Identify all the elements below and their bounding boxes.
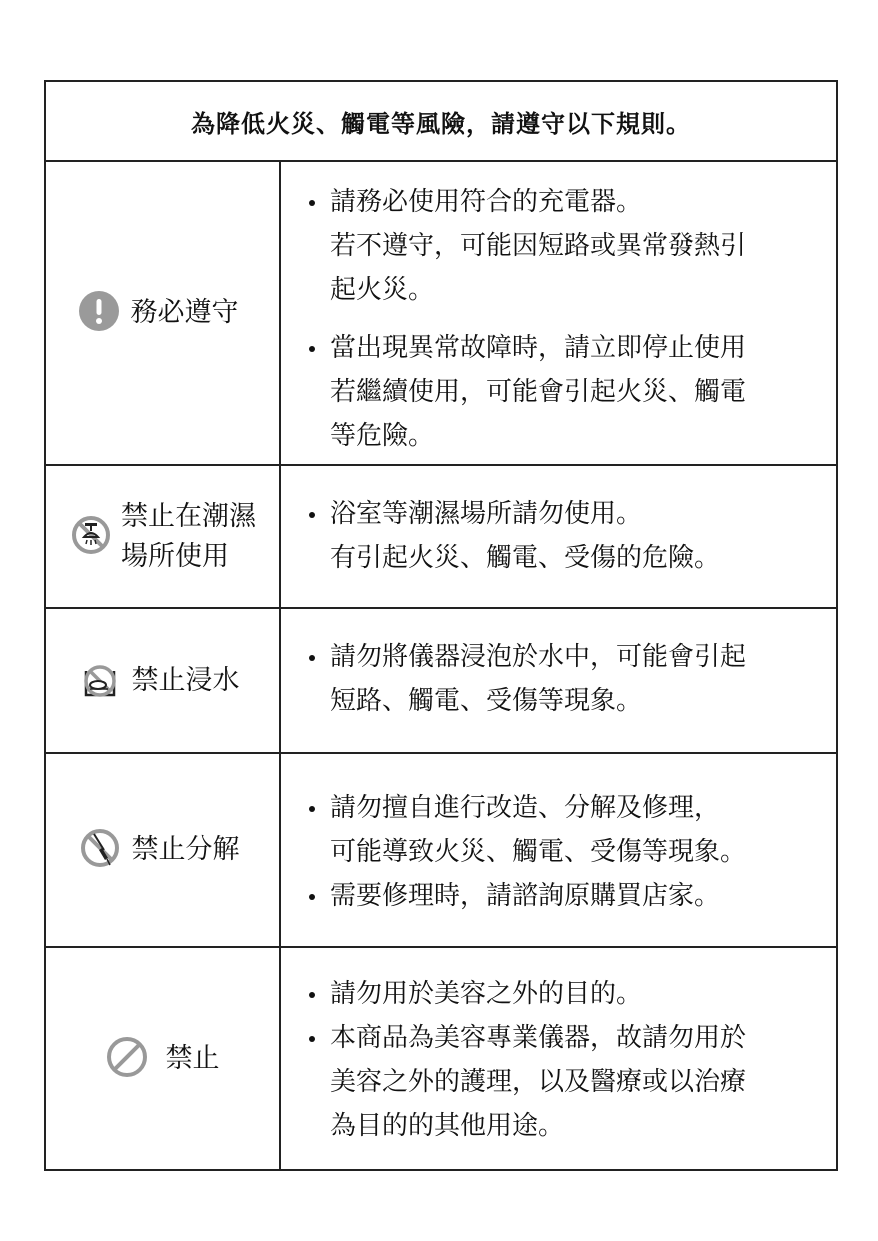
rule-label: 禁止浸水 (131, 664, 240, 696)
rule-content-cell (281, 162, 836, 464)
rule-text: 可能導致火災、觸電、受傷等現象。 (330, 837, 747, 867)
rule-bullet (305, 635, 816, 723)
rule-text: 請勿擅自進行改造、分解及修理， (330, 793, 721, 823)
table-title: 為降低火災、觸電等風險，請遵守以下規則。 (46, 82, 836, 162)
rule-text: 起火災。 (330, 275, 435, 305)
rule-text: 等危險。 (330, 421, 435, 451)
rule-bullet (305, 786, 816, 874)
rule-label: 務必遵守 (130, 297, 239, 328)
rule-label-cell (46, 609, 281, 752)
prohibited-icon (106, 1036, 148, 1082)
rule-text: 當出現異常故障時，請立即停止使用 (330, 333, 747, 363)
rule-row-no-damp-places (46, 466, 836, 609)
rule-bullet (305, 492, 816, 580)
rule-text: 美容之外的護理，以及醫療或以治療 (330, 1067, 747, 1097)
rule-text: 請勿用於美容之外的目的。 (330, 979, 643, 1009)
rule-text: 有引起火災、觸電、受傷的危險。 (330, 543, 721, 573)
rule-text: 請務必使用符合的充電器。 (330, 187, 643, 217)
rule-label (121, 497, 256, 577)
rule-row-prohibited (46, 948, 836, 1169)
rule-label-cell (46, 754, 281, 946)
rule-bullet (305, 1016, 816, 1148)
rule-row-no-disassembly (46, 754, 836, 948)
rule-text: 若不遵守，可能因短路或異常發熱引 (330, 231, 747, 261)
rule-row-must-follow (46, 162, 836, 466)
rule-bullet (305, 180, 816, 312)
no-water-immersion-icon (80, 659, 120, 703)
rule-bullet (305, 874, 816, 918)
rule-text: 為目的的其他用途。 (330, 1111, 565, 1141)
rule-label-cell (46, 466, 281, 607)
rule-text: 請勿將儀器浸泡於水中，可能會引起 (330, 642, 747, 672)
exclamation-icon (79, 291, 119, 335)
rule-text: 需要修理時，請諮詢原購買店家。 (330, 881, 721, 911)
rule-text: 浴室等潮濕場所請勿使用。 (330, 499, 643, 529)
rule-content-cell (281, 609, 836, 752)
safety-rules-table (44, 80, 838, 1171)
rule-bullet (305, 972, 816, 1016)
rule-content-cell (281, 948, 836, 1169)
rule-text: 若繼續使用，可能會引起火災、觸電 (330, 377, 747, 407)
no-shower-icon (71, 515, 111, 559)
rule-label-line: 場所使用 (121, 540, 229, 572)
rule-label: 禁止分解 (131, 834, 240, 865)
rule-text: 本商品為美容專業儀器，故請勿用於 (330, 1023, 747, 1053)
rule-bullet (305, 326, 816, 458)
rule-label-cell (46, 162, 281, 464)
no-disassembly-icon (80, 828, 120, 872)
rule-content-cell (281, 466, 836, 607)
rule-label-line: 禁止在潮濕 (121, 500, 256, 532)
rule-content-cell (281, 754, 836, 946)
rule-row-no-immersion (46, 609, 836, 754)
rule-text: 短路、觸電、受傷等現象。 (330, 686, 643, 716)
rule-label: 禁止 (165, 1042, 220, 1074)
rule-label-cell (46, 948, 281, 1169)
